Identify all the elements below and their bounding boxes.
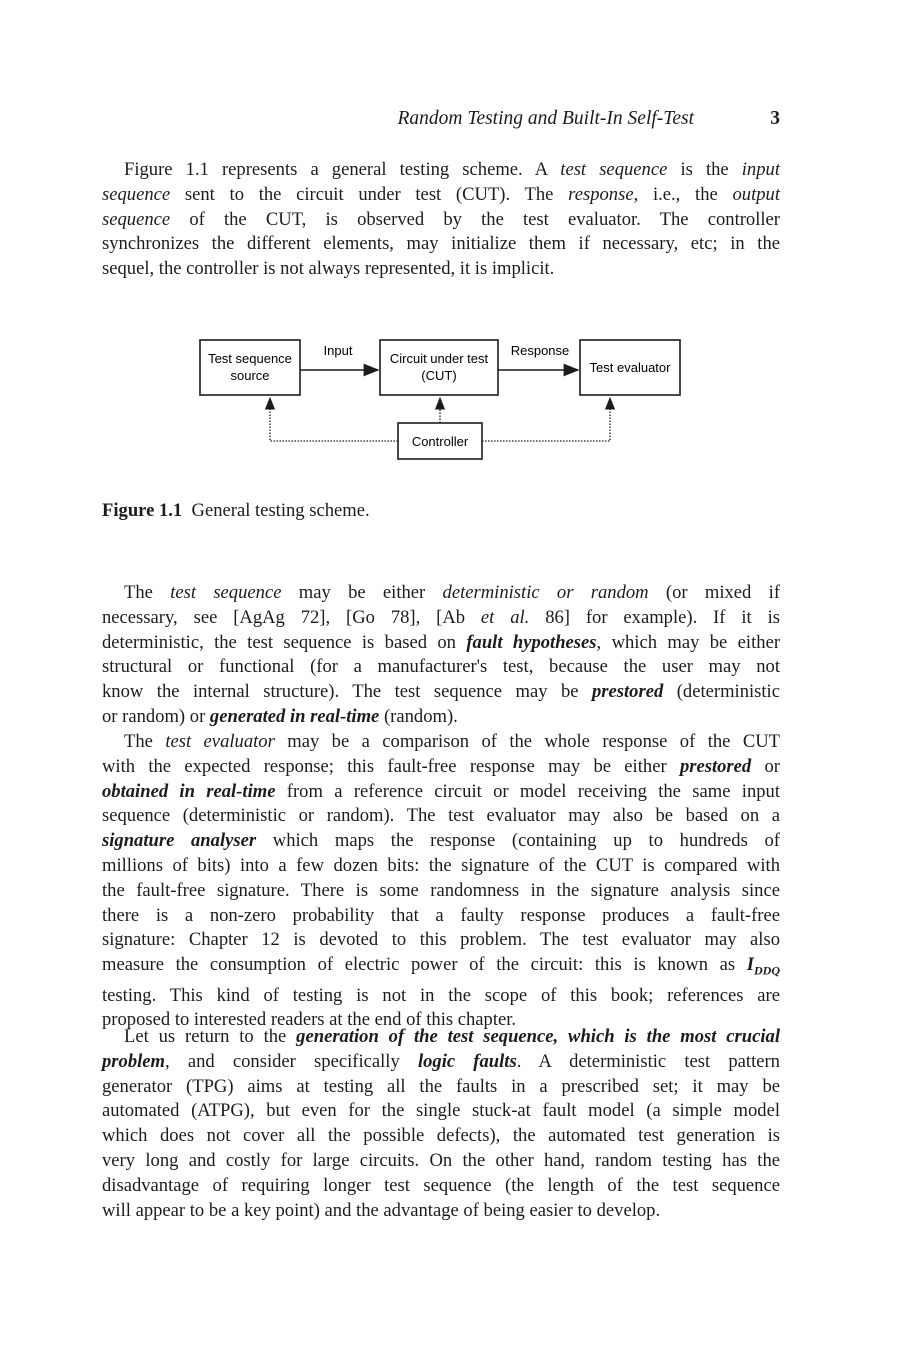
text-line — [102, 984, 780, 1009]
text-run: (or mixed if — [648, 582, 781, 603]
caption-number: Figure 1.1 — [102, 500, 183, 521]
text-line — [102, 1149, 780, 1174]
text-run: DDQ — [754, 963, 780, 978]
text-line — [102, 208, 780, 233]
text-run: or — [751, 755, 780, 777]
text-line — [102, 904, 780, 929]
cut-label-line2: (CUT) — [421, 368, 457, 383]
text-line — [102, 879, 780, 904]
text-run: very long and costly for large circuits. On the other hand, random testing has the — [102, 1149, 780, 1171]
text-run: testing. This kind of testing is not in the scope of this book; references are — [102, 984, 780, 1006]
text-run: fault hypotheses — [466, 631, 597, 653]
text-run: The — [124, 731, 166, 752]
text-line — [102, 1174, 780, 1199]
text-run: may be a comparison of the whole response of the CUT — [274, 731, 781, 752]
text-run: obtained in real-time — [102, 780, 276, 802]
text-run: automated (ATPG), but even for the single stuck-at fault model (a simple model — [102, 1100, 780, 1122]
text-run: output — [732, 183, 780, 205]
text-line — [102, 730, 780, 755]
text-run: proposed to interested readers at the end of this chapter. — [102, 1009, 517, 1031]
page-header — [120, 108, 780, 138]
text-line — [102, 680, 780, 705]
text-run: may be either — [281, 582, 443, 603]
running-title: Random Testing and Built-In Self-Test — [397, 108, 694, 129]
figure-caption — [102, 500, 370, 522]
text-run: (random). — [379, 705, 458, 727]
text-line — [102, 755, 780, 780]
testing-scheme-diagram — [190, 330, 700, 470]
text-line — [102, 158, 780, 183]
response-label: Response — [510, 343, 570, 358]
text-run: logic faults — [417, 1050, 517, 1072]
text-line — [102, 606, 780, 631]
text-line — [102, 1025, 780, 1050]
text-run: , which may be either — [596, 631, 781, 653]
source-label-line2: source — [230, 368, 270, 383]
controller-to-source-line — [270, 398, 398, 441]
text-run: generator (TPG) aims at testing all the faults in a prescribed set; it may be — [102, 1075, 780, 1097]
text-line — [102, 1050, 780, 1075]
test-evaluator-box — [580, 340, 680, 395]
text-run: (deterministic — [663, 681, 780, 703]
text-line — [102, 1075, 780, 1100]
paragraph-1 — [102, 158, 780, 282]
text-run: sequence (deterministic or random). The test evaluator may also be based on a — [102, 805, 780, 827]
text-run: Figure 1.1 represents a general testing scheme. A — [124, 159, 561, 180]
text-run: The — [124, 582, 171, 603]
input-label: Input — [323, 343, 353, 358]
text-run: 86] for example). If it is — [529, 606, 780, 628]
text-line — [102, 780, 780, 805]
text-line — [102, 257, 780, 282]
text-run: from a reference circuit or model receiving the same input — [275, 780, 781, 802]
text-line — [102, 655, 780, 680]
text-run: signature analyser — [102, 830, 257, 852]
text-run: I — [746, 954, 754, 976]
text-line — [102, 928, 780, 953]
text-run: signature: Chapter 12 is devoted to this problem. The test evaluator may also — [102, 929, 780, 951]
text-run: generation of the test sequence, which is the most crucial — [296, 1026, 780, 1047]
text-line — [102, 804, 780, 829]
controller-box — [398, 423, 482, 459]
text-run: et al. — [480, 606, 530, 628]
text-line — [102, 705, 780, 730]
controller-to-evaluator-line — [482, 398, 610, 441]
text-run: generated in real-time — [209, 705, 380, 727]
text-run: , i.e., the — [633, 183, 733, 205]
text-run: millions of bits) into a few dozen bits: the signature of the CUT is compared with — [102, 854, 780, 876]
text-run: problem — [102, 1050, 166, 1072]
text-run: measure the consumption of electric power of the circuit: this is known as — [102, 954, 747, 976]
text-line — [102, 1099, 780, 1124]
text-run: sequence — [102, 183, 171, 205]
text-run: which maps the response (containing up to hundreds of — [256, 830, 780, 852]
page-number: 3 — [770, 108, 780, 129]
test-sequence-source-box — [200, 340, 300, 395]
text-run: sent to the circuit under test (CUT). The — [170, 183, 569, 205]
text-run: is the — [667, 159, 742, 180]
text-run: the fault-free signature. There is some randomness in the signature analysis since — [102, 879, 780, 901]
text-run: or random) or — [102, 705, 210, 727]
paragraph-2 — [102, 581, 780, 730]
caption-text: General testing scheme. — [191, 500, 370, 521]
text-run: test sequence — [560, 159, 668, 180]
controller-label: Controller — [411, 434, 469, 449]
text-run: prestored — [591, 681, 664, 703]
text-run: there is a non-zero probability that a faulty response produces a fault-free — [102, 904, 780, 926]
text-line — [102, 1124, 780, 1149]
text-run: deterministic or random — [442, 582, 649, 603]
text-run: Let us return to the — [124, 1026, 297, 1047]
text-line — [102, 953, 780, 984]
text-run: sequence — [102, 208, 171, 230]
source-label-line1: Test sequence — [208, 351, 292, 366]
text-run: with the expected response; this fault-free response may be either — [102, 755, 680, 777]
text-run: test sequence — [170, 582, 282, 603]
text-run: which does not cover all the possible defects), the automated test generation is — [102, 1125, 780, 1147]
text-run: synchronizes the different elements, may initialize them if necessary, etc; in the — [102, 233, 780, 255]
text-line — [102, 1199, 780, 1224]
text-line — [102, 183, 780, 208]
text-run: disadvantage of requiring longer test sequence (the length of the test sequence — [102, 1174, 780, 1196]
text-line — [102, 829, 780, 854]
text-run: structural or functional (for a manufacturer's test, because the user may not — [102, 656, 780, 678]
text-run: input — [741, 159, 780, 180]
cut-label-line1: Circuit under test — [389, 351, 489, 366]
cut-box — [380, 340, 498, 395]
text-line — [102, 854, 780, 879]
text-run: of the CUT, is observed by the test evaluator. The controller — [170, 208, 780, 230]
text-line — [102, 232, 780, 257]
text-run: deterministic, the test sequence is based on — [102, 631, 467, 653]
text-run: . A deterministic test pattern — [516, 1050, 780, 1072]
text-run: prestored — [679, 755, 752, 777]
evaluator-label: Test evaluator — [589, 360, 671, 375]
text-run: test evaluator — [165, 731, 275, 752]
text-line — [102, 581, 780, 606]
text-line — [102, 631, 780, 656]
text-run: will appear to be a key point) and the advantage of being easier to develop. — [102, 1199, 661, 1221]
paragraph-4 — [102, 1025, 780, 1223]
text-run: sequel, the controller is not always represented, it is implicit. — [102, 258, 555, 280]
text-run: , and consider specifically — [165, 1050, 418, 1072]
text-run: response — [568, 183, 634, 205]
paragraph-3 — [102, 730, 780, 1033]
text-run: necessary, see [AgAg 72], [Go 78], [Ab — [102, 606, 481, 628]
text-run: know the internal structure). The test sequence may be — [102, 681, 592, 703]
